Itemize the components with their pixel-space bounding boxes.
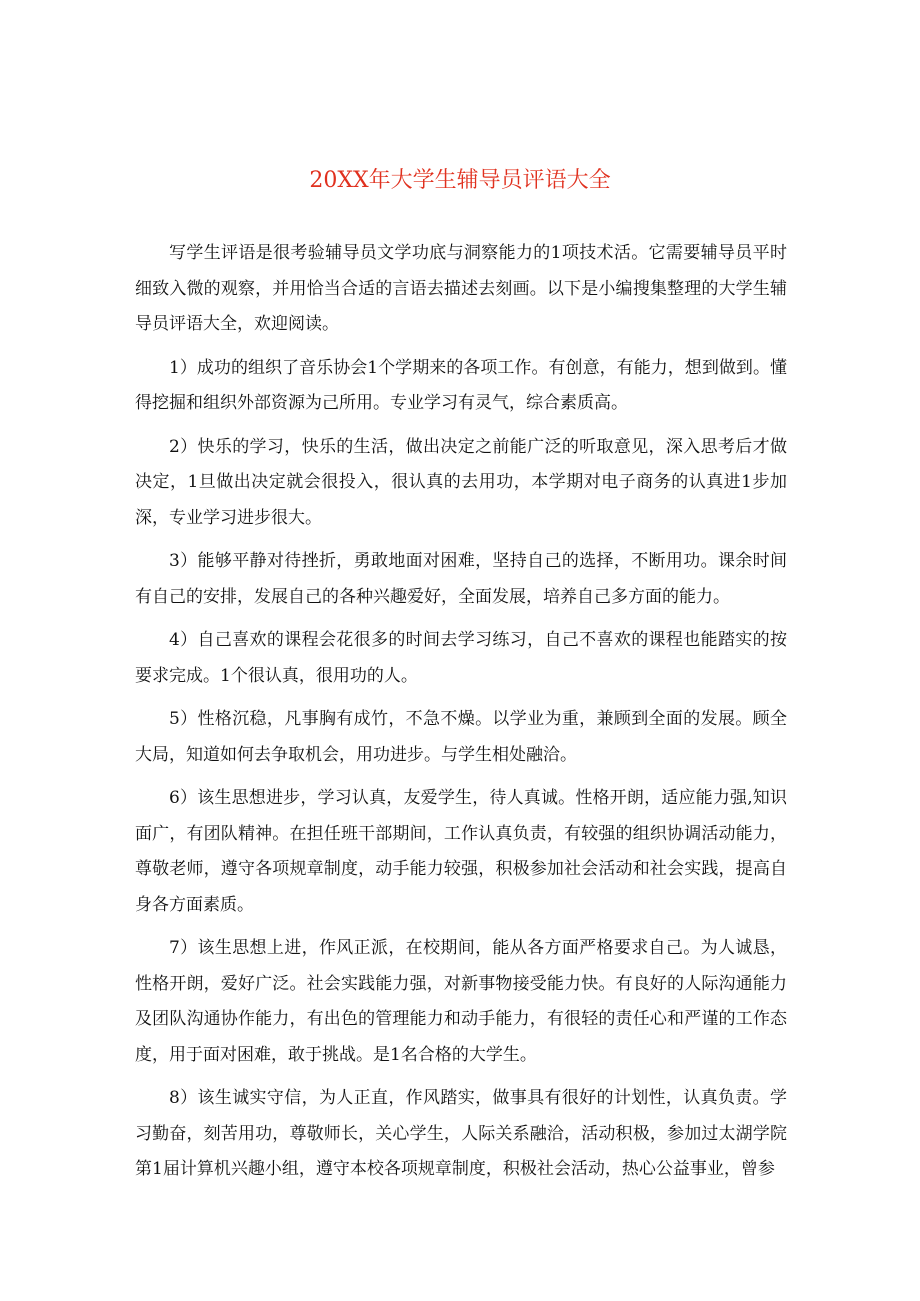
- intro-paragraph: 写学生评语是很考验辅导员文学功底与洞察能力的1项技术活。它需要辅导员平时细致入微的观察，并用恰当合适的言语去描述去刻画。以下是小编搜集整理的大学生辅导员评语大全，欢迎阅读。: [135, 243, 787, 334]
- comment-paragraph-1: 1）成功的组织了音乐协会1个学期来的各项工作。有创意，有能力，想到做到。懂得挖掘和组织外部资源为己所用。专业学习有灵气，综合素质高。: [135, 357, 787, 413]
- document-body: [135, 236, 787, 1196]
- comment-paragraph-3: 3）能够平静对待挫折，勇敢地面对困难，坚持自己的选择，不断用功。课余时间有自己的安排，发展自己的各种兴趣爱好，全面发展，培养自己多方面的能力。: [135, 551, 787, 607]
- page-title: 20XX年大学生辅导员评语大全: [309, 168, 611, 193]
- comment-paragraph-5: 5）性格沉稳，凡事胸有成竹，不急不燥。以学业为重，兼顾到全面的发展。顾全大局，知道如何去争取机会，用功进步。与学生相处融洽。: [135, 709, 787, 765]
- comment-paragraph-7: 7）该生思想上进，作风正派，在校期间，能从各方面严格要求自己。为人诚恳，性格开朗，爱好广泛。社会实践能力强，对新事物接受能力快。有良好的人际沟通能力及团队沟通协作能力，有出色的管理能力和动手能力，有很轻的责任心和严谨的工作态度，用于面对困难，敢于挑战。是1名合格的大学生。: [135, 938, 787, 1065]
- comment-paragraph-6: 6）该生思想进步，学习认真，友爱学生，待人真诚。性格开朗，适应能力强,知识面广，有团队精神。在担任班干部期间，工作认真负责，有较强的组织协调活动能力，尊敬老师，遵守各项规章制度，动手能力较强，积极参加社会活动和社会实践，提高自身各方面素质。: [135, 788, 787, 915]
- comment-paragraph-2: 2）快乐的学习，快乐的生活，做出决定之前能广泛的听取意见，深入思考后才做决定，1旦做出决定就会很投入，很认真的去用功，本学期对电子商务的认真进1步加深，专业学习进步很大。: [135, 436, 787, 528]
- comment-paragraph-4: 4）自己喜欢的课程会花很多的时间去学习练习，自己不喜欢的课程也能踏实的按要求完成。1个很认真，很用功的人。: [135, 630, 787, 686]
- comment-paragraph-8: 8）该生诚实守信，为人正直，作风踏实，做事具有很好的计划性，认真负责。学习勤奋，刻苦用功，尊敬师长，关心学生，人际关系融洽，活动积极，参加过太湖学院第1届计算机兴趣小组，遵守本校各项规章制度，积极社会活动，热心公益事业，曾参: [135, 1088, 787, 1179]
